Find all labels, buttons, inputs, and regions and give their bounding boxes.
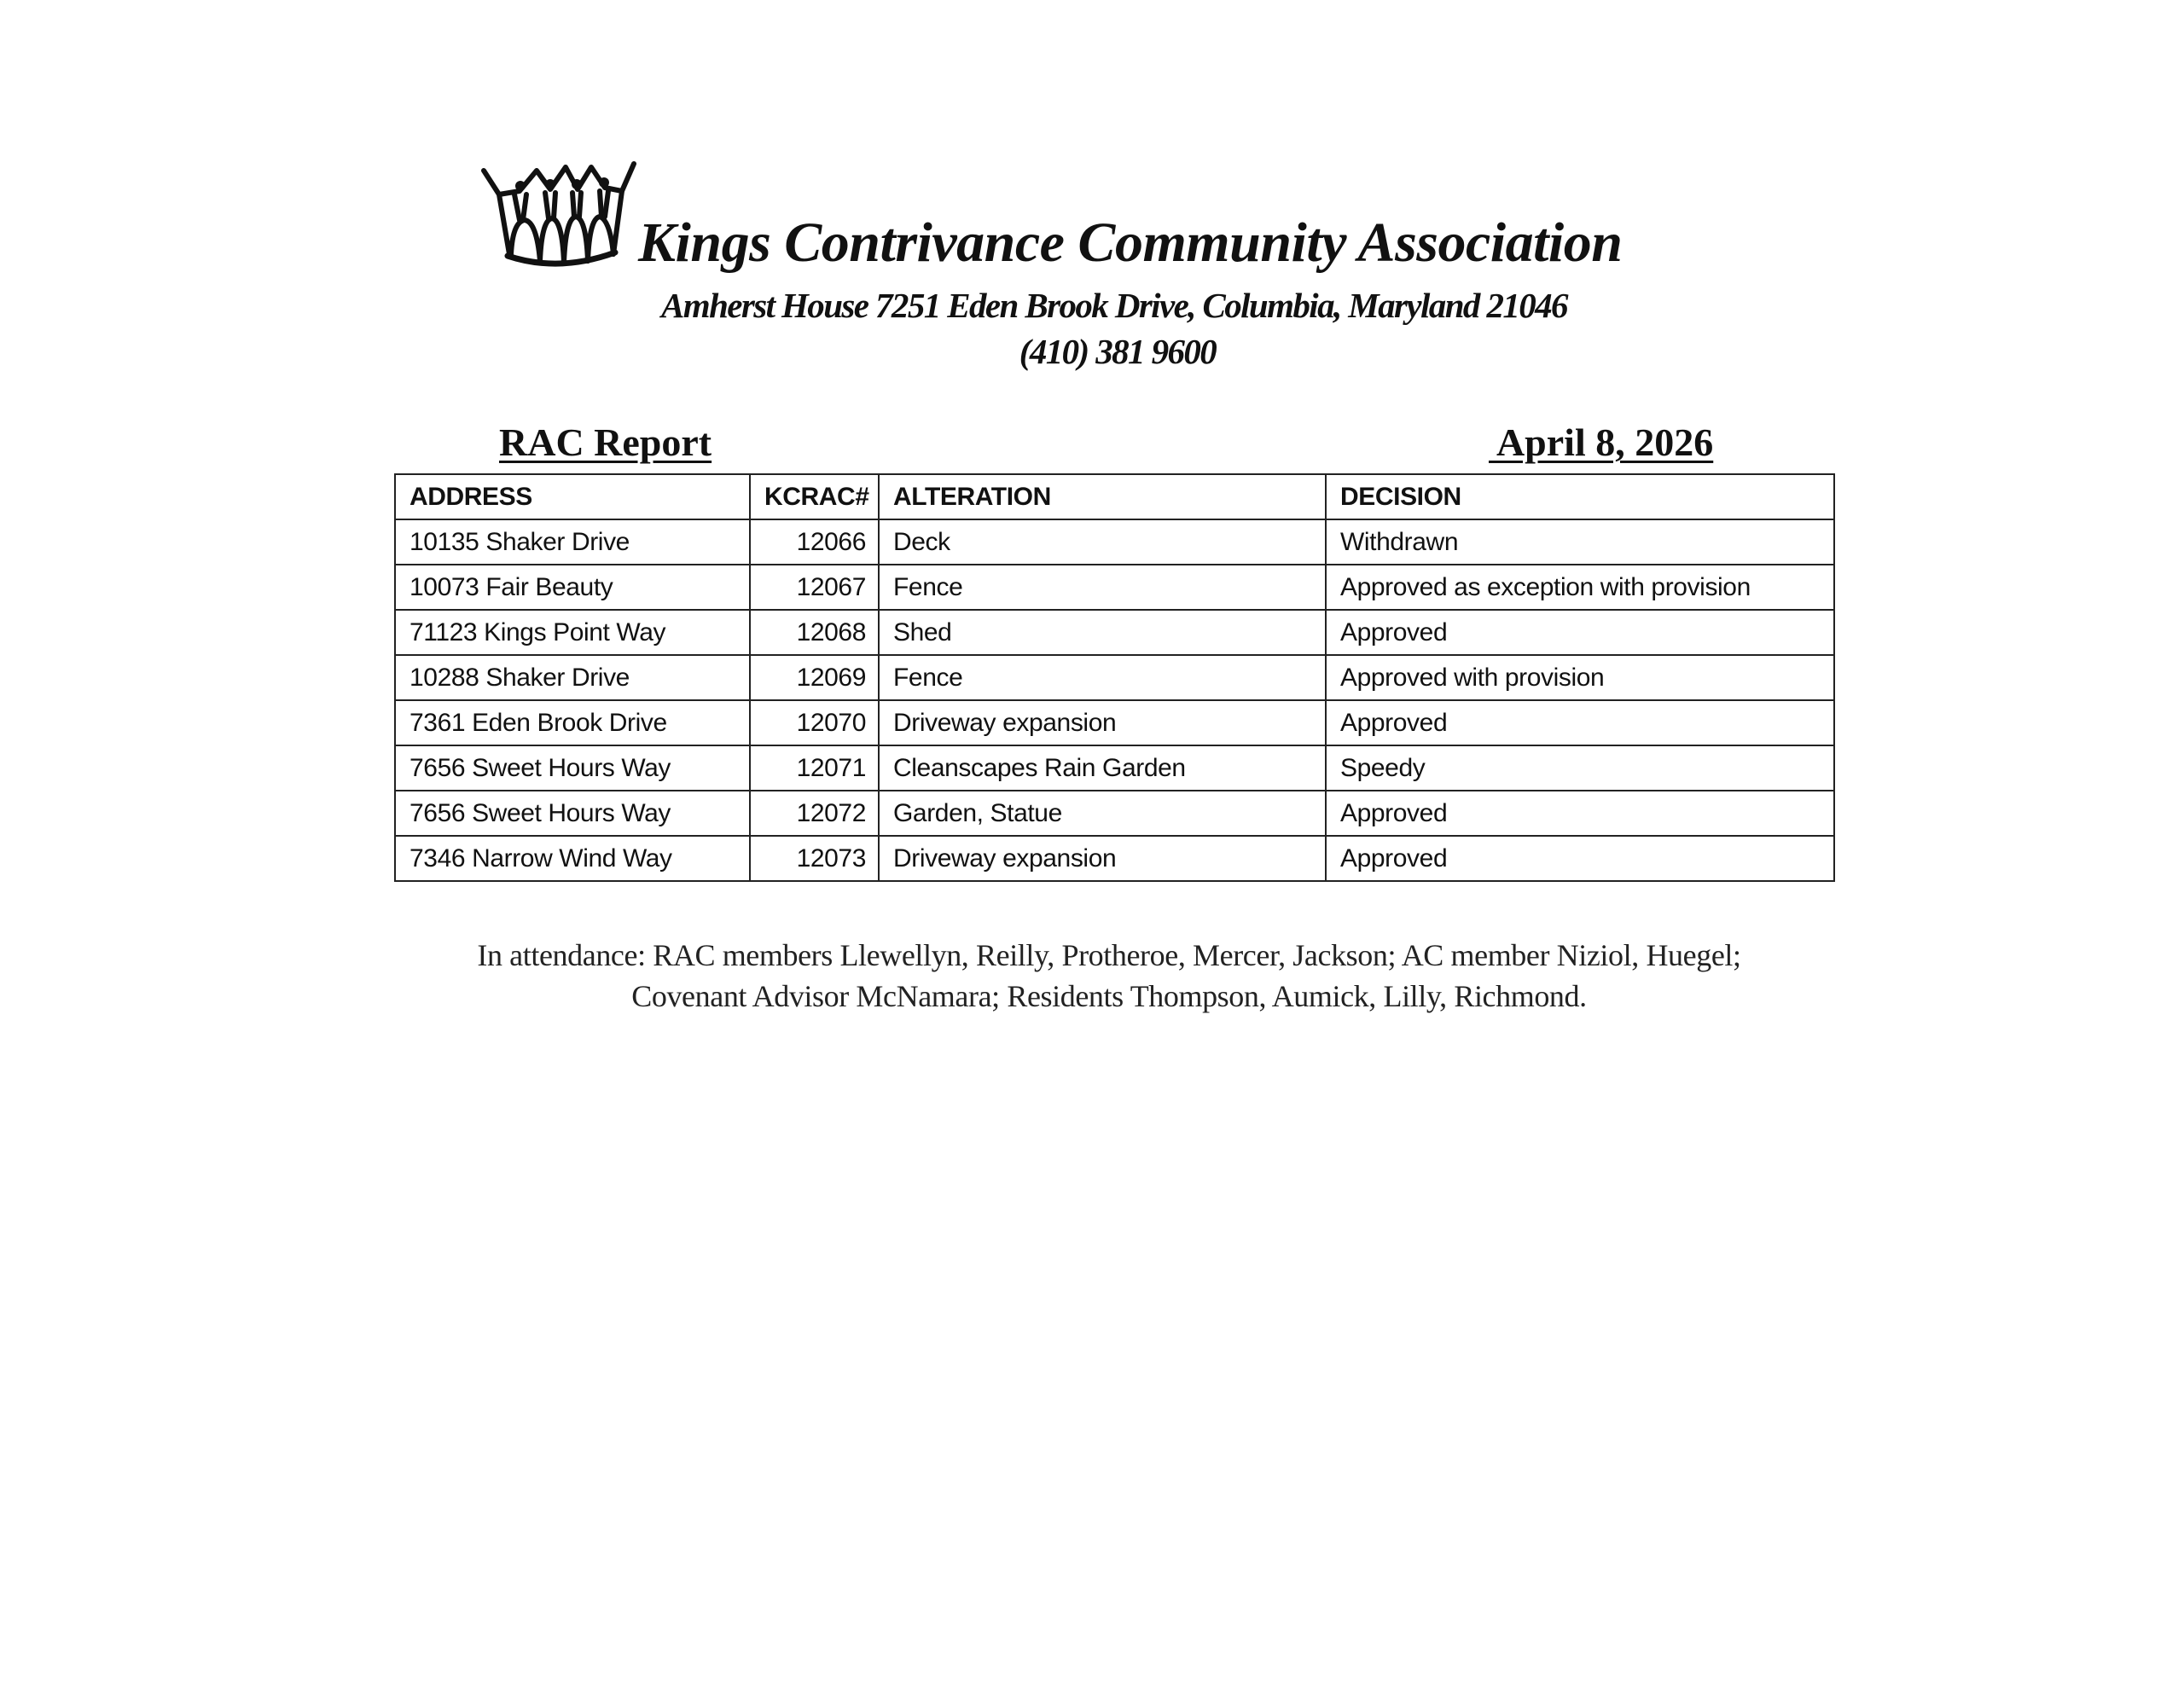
address-cell: 7656 Sweet Hours Way [395,745,750,791]
attendance-note [0,935,2184,1017]
table-row [395,745,1834,791]
decision-cell: Approved [1326,791,1834,836]
alteration-cell: Cleanscapes Rain Garden [879,745,1326,791]
kcrac-cell: 12071 [750,745,879,791]
kcrac-cell: 12066 [750,519,879,565]
decision-cell: Approved as exception with provision [1326,565,1834,610]
table-row [395,610,1834,655]
kcrac-cell: 12072 [750,791,879,836]
column-header-address: ADDRESS [395,474,750,519]
org-name: Kings Contrivance Community Association [638,212,1623,274]
kcrac-cell: 12069 [750,655,879,700]
decision-cell: Approved [1326,836,1834,881]
decision-cell: Speedy [1326,745,1834,791]
org-phone: (410) 381 9600 [1019,332,1217,371]
table-row [395,700,1834,745]
decision-cell: Approved with provision [1326,655,1834,700]
table-header-row [395,474,1834,519]
alteration-cell: Garden, Statue [879,791,1326,836]
report-title: RAC Report [499,420,712,464]
decision-cell: Withdrawn [1326,519,1834,565]
table-row [395,791,1834,836]
address-cell: 10288 Shaker Drive [395,655,750,700]
kcrac-cell: 12073 [750,836,879,881]
decision-cell: Approved [1326,610,1834,655]
decision-cell: Approved [1326,700,1834,745]
alteration-cell: Deck [879,519,1326,565]
column-header-decision: DECISION [1326,474,1834,519]
table-row [395,836,1834,881]
address-cell: 7656 Sweet Hours Way [395,791,750,836]
report-date: April 8, 2026 [1489,420,1714,464]
alteration-cell: Driveway expansion [879,836,1326,881]
attendance-line-2: Covenant Advisor McNamara; Residents Thompson, Aumick, Lilly, Richmond. [631,979,1587,1013]
table-row [395,655,1834,700]
org-address: Amherst House 7251 Eden Brook Drive, Columbia, Maryland 21046 [661,286,1567,325]
attendance-line-1: In attendance: RAC members Llewellyn, Reilly, Protheroe, Mercer, Jackson; AC member Niziol, Huegel; [477,938,1741,972]
column-header-alteration: ALTERATION [879,474,1326,519]
address-cell: 10135 Shaker Drive [395,519,750,565]
alteration-cell: Fence [879,655,1326,700]
kcrac-cell: 12068 [750,610,879,655]
crown-of-people-icon [480,160,637,271]
alteration-cell: Fence [879,565,1326,610]
kcrac-cell: 12070 [750,700,879,745]
address-cell: 10073 Fair Beauty [395,565,750,610]
column-header-kcrac: KCRAC# [750,474,879,519]
kcrac-cell: 12067 [750,565,879,610]
rac-decisions-table [394,473,1835,882]
address-cell: 71123 Kings Point Way [395,610,750,655]
table-row [395,519,1834,565]
table-row [395,565,1834,610]
alteration-cell: Shed [879,610,1326,655]
address-cell: 7361 Eden Brook Drive [395,700,750,745]
alteration-cell: Driveway expansion [879,700,1326,745]
address-cell: 7346 Narrow Wind Way [395,836,750,881]
